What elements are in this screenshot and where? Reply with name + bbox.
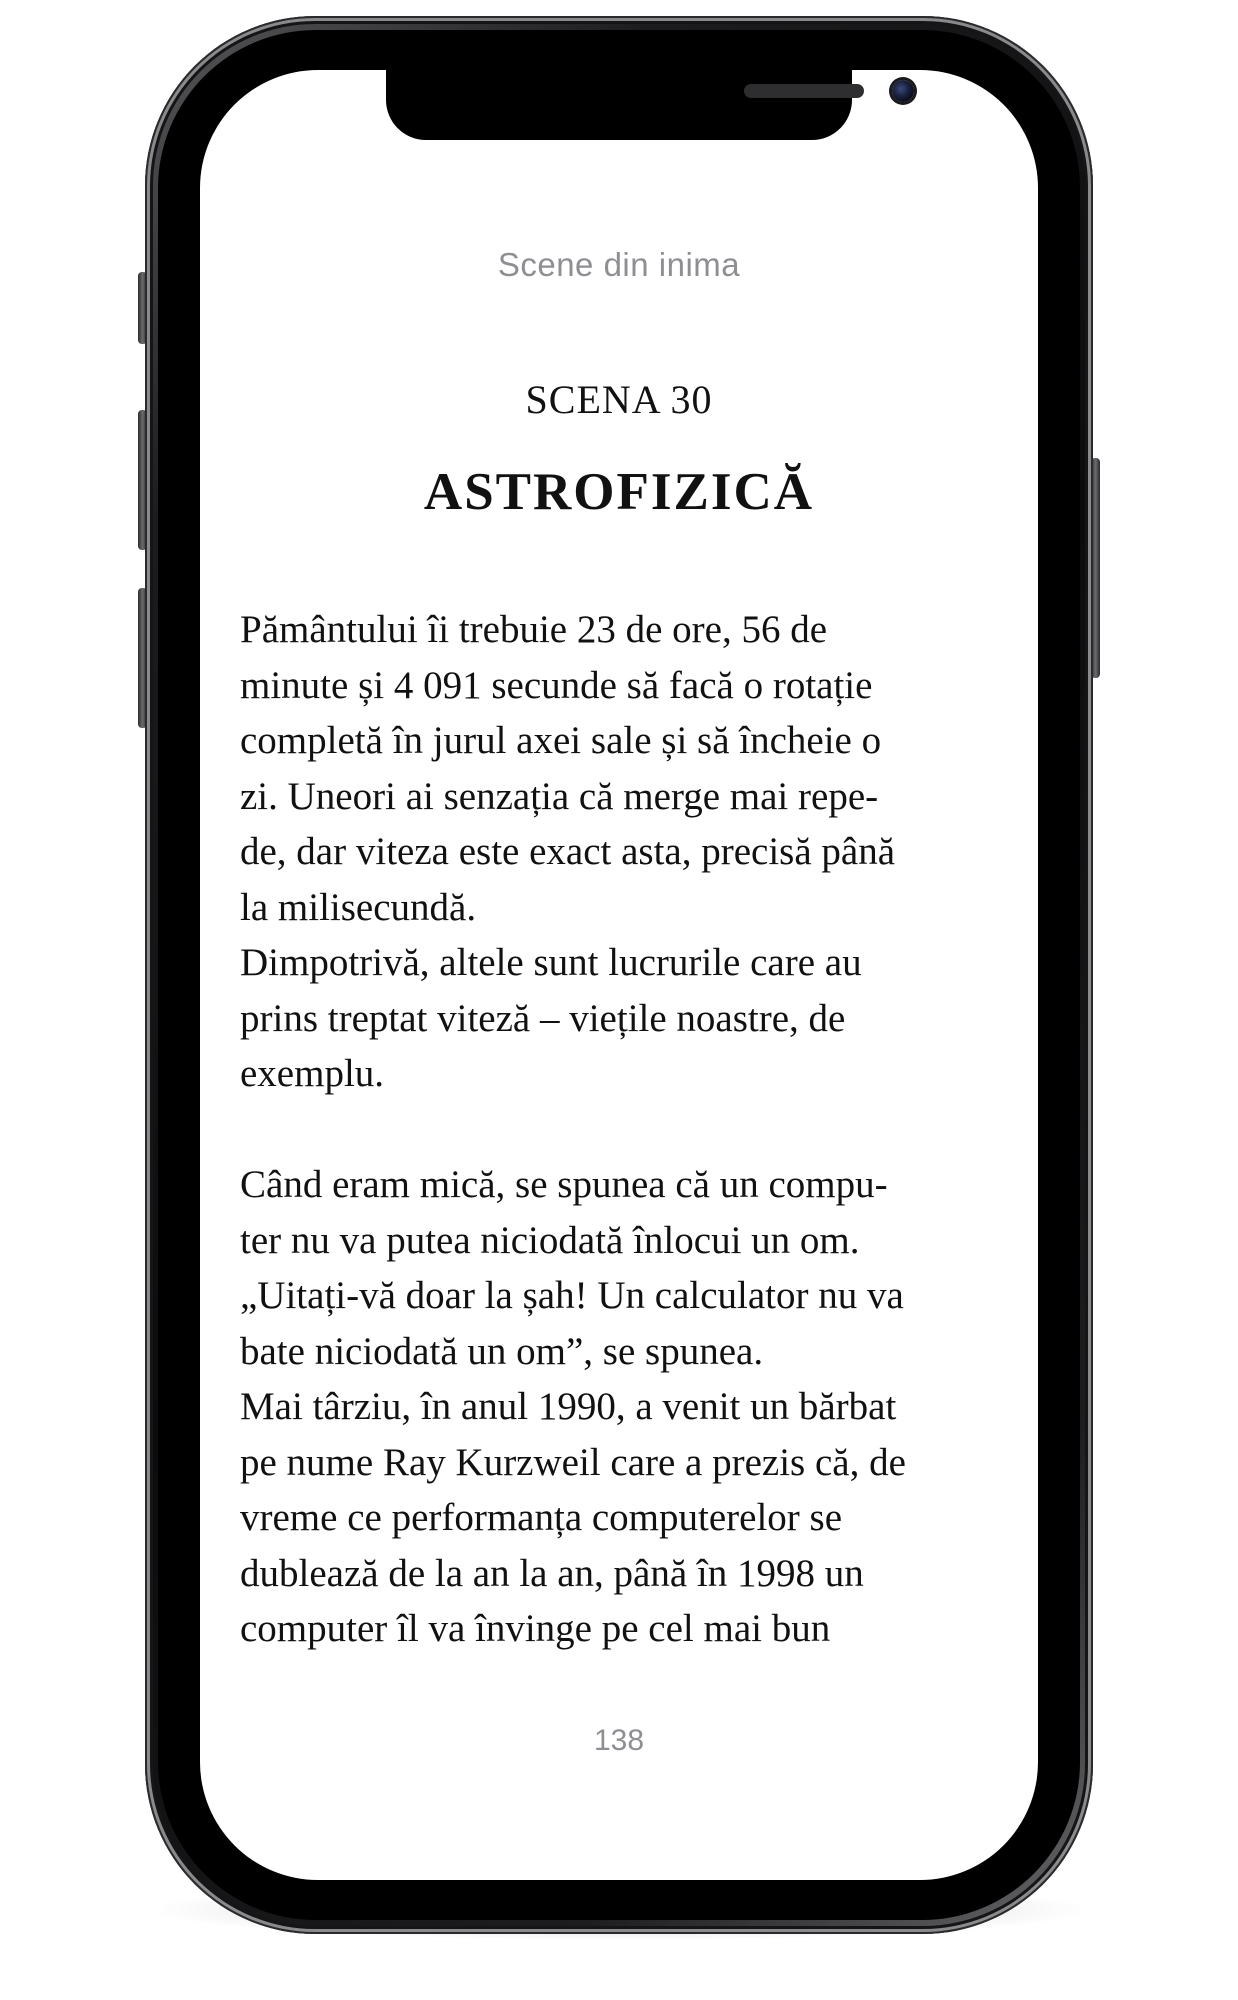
text-line: „Uitați-vă doar la șah! Un calculator nu va — [240, 1274, 904, 1317]
text-line: prins treptat viteză – viețile noastre, de — [240, 996, 846, 1040]
text-line: completă în jurul axei sale și să încheie o — [240, 719, 882, 762]
text-line: pe nume Ray Kurzweil care a prezis că, de — [240, 1440, 906, 1484]
text-line: Dimpotrivă, altele sunt lucrurile care au — [240, 941, 862, 984]
text-line: vreme ce performanța computerelor se — [240, 1496, 843, 1539]
front-camera-icon — [892, 80, 914, 102]
text-line: bate niciodată un om”, se spunea. — [240, 1329, 764, 1373]
text-line: ter nu va putea niciodată înlocui un om. — [240, 1218, 860, 1262]
text-line: Pământului îi trebuie 23 de ore, 56 de — [240, 608, 828, 651]
text-line: la milisecundă. — [240, 885, 477, 929]
reader-screen[interactable] — [200, 70, 1038, 1880]
text-line: Mai târziu, în anul 1990, a venit un bărbat — [240, 1385, 897, 1428]
device-notch — [386, 70, 852, 140]
text-line: minute și 4 091 secunde să facă o rotație — [240, 663, 873, 707]
speaker-grille — [744, 84, 864, 98]
text-line: dublează de la an la an, până în 1998 un — [240, 1551, 864, 1595]
page-number: 138 — [593, 1724, 645, 1757]
chapter-title: ASTROFIZICĂ — [423, 463, 815, 521]
text-line: computer îl va învinge pe cel mai bun — [240, 1607, 831, 1650]
text-line: de, dar viteza este exact asta, precisă până — [240, 830, 896, 873]
book-title: Scene din inima — [497, 246, 741, 283]
text-line: Când eram mică, se spunea că un compu- — [240, 1163, 888, 1206]
chapter-number: SCENA 30 — [525, 377, 713, 422]
text-line: exemplu. — [240, 1052, 385, 1095]
text-line: zi. Uneori ai senzația că merge mai repe- — [240, 774, 879, 818]
text-line — [240, 1102, 1010, 1158]
page-body-text[interactable] — [240, 602, 1010, 1657]
